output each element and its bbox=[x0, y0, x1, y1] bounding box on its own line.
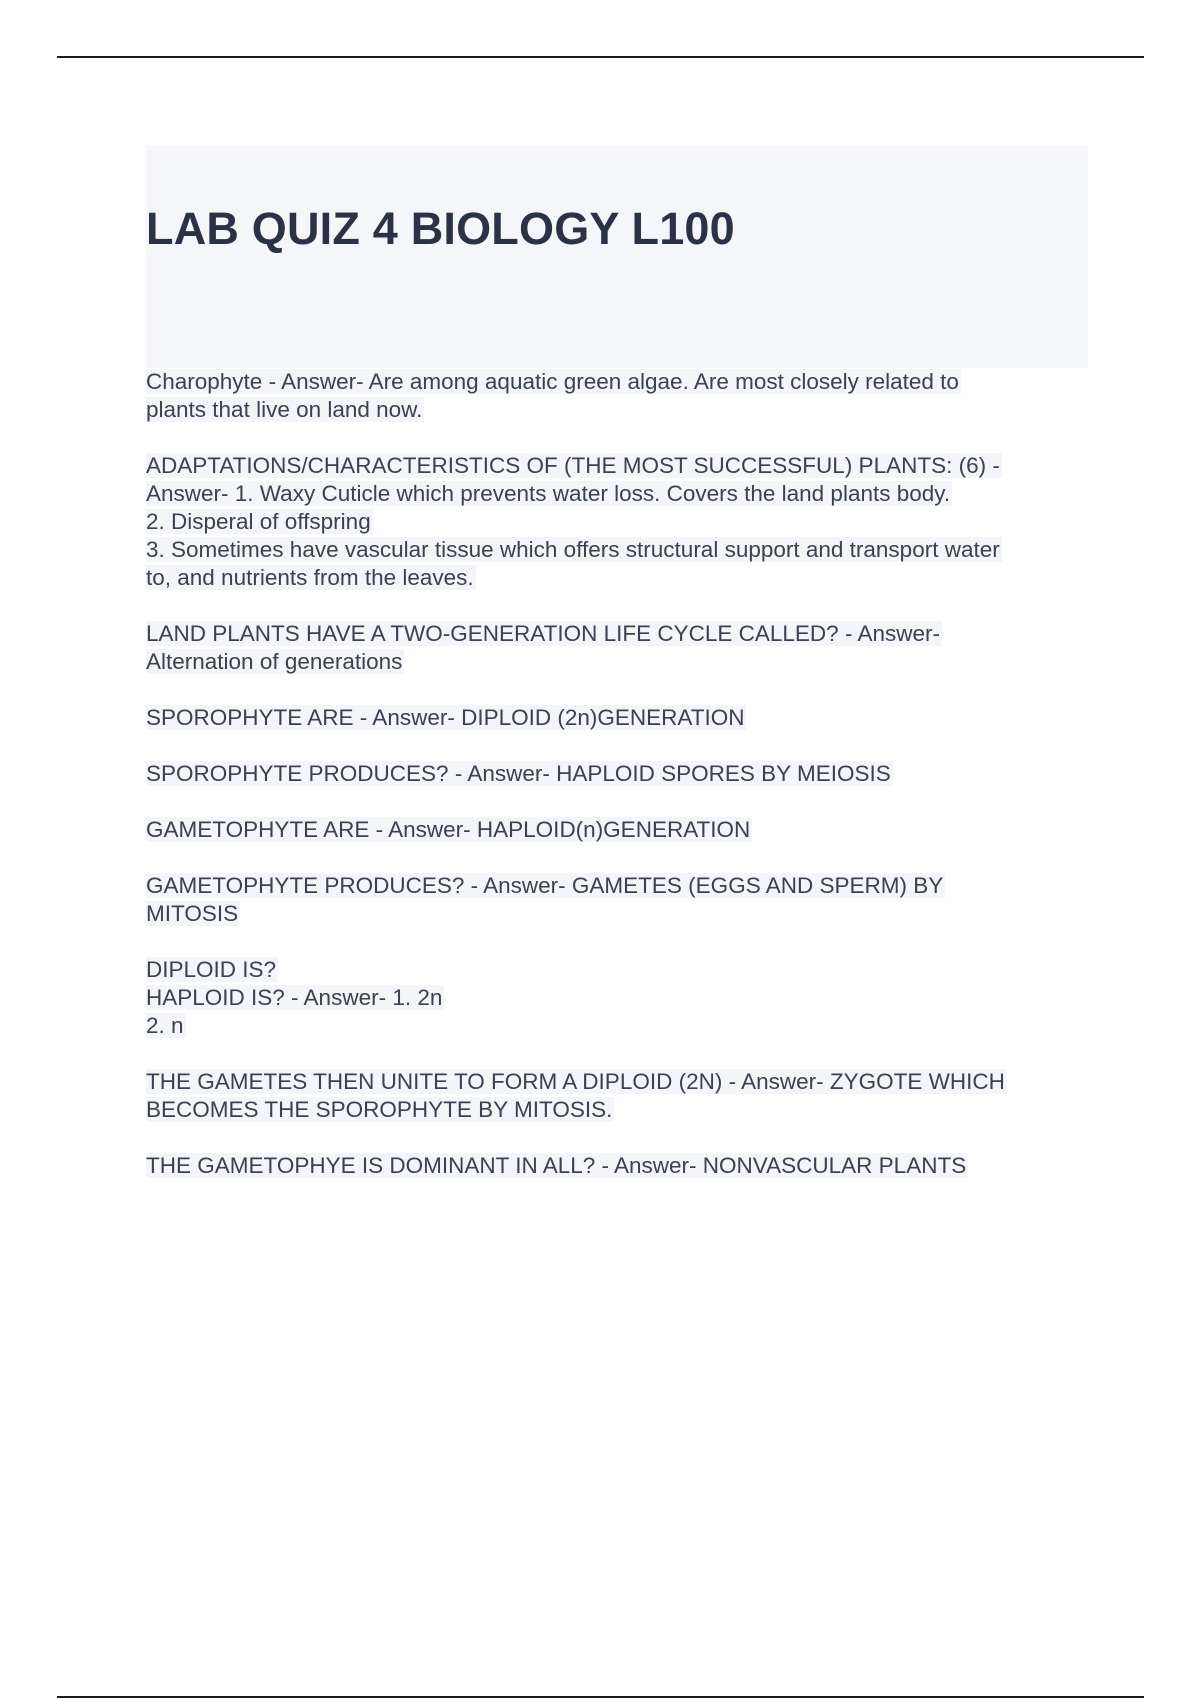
qa-entry bbox=[146, 620, 1086, 676]
qa-entry bbox=[146, 452, 1086, 592]
top-rule bbox=[57, 56, 1144, 58]
qa-entry bbox=[146, 760, 1086, 788]
qa-entry bbox=[146, 704, 1086, 732]
qa-line bbox=[146, 480, 1086, 508]
page-title: LAB QUIZ 4 BIOLOGY L100 bbox=[146, 203, 735, 254]
qa-line bbox=[146, 368, 1086, 396]
qa-line bbox=[146, 1068, 1086, 1096]
qa-line-text: Alternation of generations bbox=[146, 649, 403, 674]
qa-entry bbox=[146, 1152, 1086, 1180]
qa-line-text: THE GAMETOPHYE IS DOMINANT IN ALL? - Answer- NONVASCULAR PLANTS bbox=[146, 1153, 967, 1178]
qa-line-text: to, and nutrients from the leaves. bbox=[146, 565, 474, 590]
qa-line-text: MITOSIS bbox=[146, 901, 239, 926]
qa-line bbox=[146, 816, 1086, 844]
qa-line-text: BECOMES THE SPOROPHYTE BY MITOSIS. bbox=[146, 1097, 613, 1122]
qa-line bbox=[146, 956, 1086, 984]
qa-entry bbox=[146, 816, 1086, 844]
qa-line-text: 2. Disperal of offspring bbox=[146, 509, 371, 534]
qa-entry bbox=[146, 956, 1086, 1040]
qa-line-text: 3. Sometimes have vascular tissue which offers structural support and transport water bbox=[146, 537, 1000, 562]
qa-line bbox=[146, 620, 1086, 648]
qa-line-text: Charophyte - Answer- Are among aquatic green algae. Are most closely related to bbox=[146, 369, 959, 394]
bottom-rule bbox=[57, 1696, 1144, 1698]
qa-line-text: THE GAMETES THEN UNITE TO FORM A DIPLOID (2N) - Answer- ZYGOTE WHICH bbox=[146, 1069, 1005, 1094]
qa-line bbox=[146, 508, 1086, 536]
qa-line-text: Answer- 1. Waxy Cuticle which prevents water loss. Covers the land plants body. bbox=[146, 481, 951, 506]
qa-line bbox=[146, 760, 1086, 788]
qa-line-text: plants that live on land now. bbox=[146, 397, 423, 422]
qa-line bbox=[146, 536, 1086, 564]
qa-line bbox=[146, 1012, 1086, 1040]
qa-line-text: 2. n bbox=[146, 1013, 184, 1038]
qa-line-text: ADAPTATIONS/CHARACTERISTICS OF (THE MOST SUCCESSFUL) PLANTS: (6) - bbox=[146, 453, 1000, 478]
qa-line-text: GAMETOPHYTE PRODUCES? - Answer- GAMETES (EGGS AND SPERM) BY bbox=[146, 873, 944, 898]
qa-line bbox=[146, 704, 1086, 732]
qa-line-text: SPOROPHYTE PRODUCES? - Answer- HAPLOID SPORES BY MEIOSIS bbox=[146, 761, 891, 786]
qa-line bbox=[146, 872, 1086, 900]
qa-list bbox=[146, 368, 1086, 1208]
qa-line bbox=[146, 648, 1086, 676]
qa-line-text: HAPLOID IS? - Answer- 1. 2n bbox=[146, 985, 443, 1010]
qa-line-text: SPOROPHYTE ARE - Answer- DIPLOID (2n)GENERATION bbox=[146, 705, 745, 730]
qa-line-text: GAMETOPHYTE ARE - Answer- HAPLOID(n)GENERATION bbox=[146, 817, 751, 842]
qa-entry bbox=[146, 872, 1086, 928]
qa-line bbox=[146, 1152, 1086, 1180]
qa-line bbox=[146, 900, 1086, 928]
qa-line bbox=[146, 564, 1086, 592]
qa-entry bbox=[146, 368, 1086, 424]
qa-line bbox=[146, 984, 1086, 1012]
qa-line-text: LAND PLANTS HAVE A TWO-GENERATION LIFE CYCLE CALLED? - Answer- bbox=[146, 621, 940, 646]
qa-line bbox=[146, 396, 1086, 424]
qa-line bbox=[146, 452, 1086, 480]
qa-entry bbox=[146, 1068, 1086, 1124]
qa-line bbox=[146, 1096, 1086, 1124]
qa-line-text: DIPLOID IS? bbox=[146, 957, 277, 982]
